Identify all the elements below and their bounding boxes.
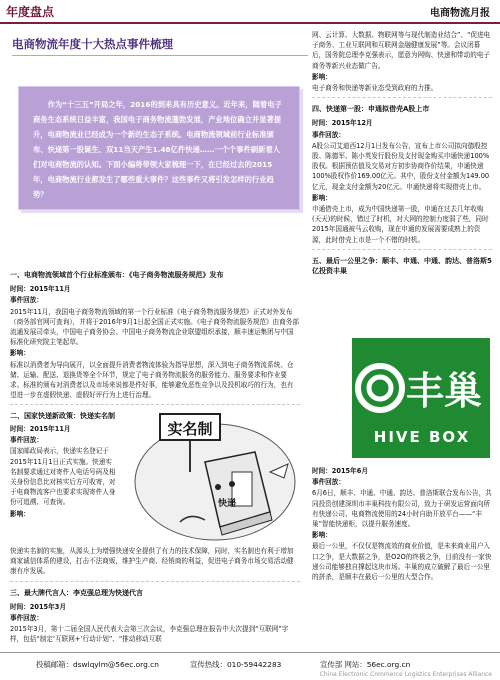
- s1-event-text: 2015年11月，我国电子商务物流领域的第一个行业标准《电子商务物流服务规范》正式对外发布（商务部官网可查询），并将于2016年9月1日起全国正式实施。《电子商务物流服务规范》由商务部流通发展司牵头，中国电子商务协会、中国电子商务物流企业联盟组织承接，顺丰速运集团与中国标准化研究院主笔起草。: [10, 307, 299, 347]
- s4-impact-label: 影响：: [312, 193, 332, 202]
- cartoon-sign-text: 实名制: [167, 420, 213, 438]
- section-2-heading: 二、国家快递新政策：快递实名制: [10, 412, 115, 421]
- s3-time-label: 时间：: [10, 602, 30, 611]
- s1-event-label: 事件回放：: [10, 296, 43, 305]
- s1-time-label: 时间：: [10, 285, 30, 294]
- s5-time-label: 时间：: [312, 467, 332, 475]
- hive-box-logo-image: [352, 338, 490, 458]
- section-2-impact: [10, 546, 300, 646]
- header-section-label: 年度盘点: [6, 5, 55, 19]
- page-header: [0, 0, 500, 24]
- section-divider: [312, 249, 492, 250]
- s4-time: 2015年12月: [331, 119, 373, 128]
- s5-impact-label: 影响：: [312, 531, 332, 540]
- right-column: [312, 30, 492, 280]
- s1-impact-text: 标准以消费者为导向展开，以全面提升消费者物流体验为指导思想，深入到电子商务物流系统、仓储、运输、配送、退换货等全个环节，规定了电子商务物流服务的服务能力、服务要求和作业要求。标准的颁布对消费者以及市场来说都是件好事，能够避免恶性竞争以及投机取巧的行为，也有望进一步在虚假快递、虚假好评行为上进行治理。: [10, 360, 294, 400]
- s4-impact-text: 申通借壳上市，成为中国快递第一股，申通在过去几年收购(天天)的时候，错过了时机，对大网的控制力度弱了些，同时2015年国通被马云收购，现在申通的发展需要成熟上的资源，此时借壳上市是一个不错的时机。: [312, 205, 489, 244]
- right-top-text: 网、云计算、大数据、物联网等与现代制造业结合”、“促进电子商务、工业互联网和互联网金融健康发展”等。会议闭幕后，国务院总理李克强表示，愿意为网购、快递和带动的电子商务等新兴业态做广告。: [312, 31, 491, 70]
- s2-impact-text: 快递实名制的实施，从源头上为增强快递安全提供了有力的技术保障，同时，实名制也有利于增加商家诚信体系的建设，打击不法商贩，维护生产商、经销商的利益，促进电子商务市场交易活动健康有序发展。: [10, 547, 294, 576]
- logo-sub-text: HIVE BOX: [373, 428, 471, 446]
- intro-box: [18, 86, 300, 210]
- section-divider: [312, 97, 492, 98]
- s5-event-text: 6月6日，顺丰、申通、中通、韵达、普洛斯联合发布公告，共同投资创建深圳市丰巢科技有限公司，致力于研发运营面向所有快递公司、电商物流使用的24小时自助开放平台——“丰巢”智能快递柜，以提升服务速度。: [312, 489, 492, 529]
- footer-watermark: China Electronic Commerce Logistics Enterprises Alliance: [319, 671, 492, 678]
- s1-impact-label: 影响：: [10, 349, 30, 358]
- page-footer: [0, 652, 500, 680]
- section-divider: [10, 581, 300, 582]
- hive-box-logo: [352, 338, 490, 458]
- s2-impact-label: 影响：: [10, 509, 30, 518]
- footer-tail: 宣传部 网站：56ec.org.cn: [320, 660, 411, 669]
- s5-event-label: 事件回放：: [312, 478, 345, 487]
- s1-time: 2015年11月: [29, 285, 71, 294]
- logo-brand-text: 丰巢: [405, 369, 483, 413]
- footer-phone: 宣传热线：010-59442283: [190, 660, 282, 669]
- intro-text: 作为“十三五”开局之年，2016的到来具有历史意义。近年来，随着电子商务生态系统日益丰富，我国电子商务物流蓬勃发展，产业地位确立并显著提升，电商物流业已经成为一个新的生态子系统。电商物流领域前行业标准颁布、快递第一股诞生、双11当天产生1.48亿件快递……一个个事件刷新着人们对电商物流的认知。下面小编将带领大家梳理一下，在已经过去的2015年，电商物流行业都发生了哪些重大事件？这些事件又将引发怎样的行业趋势？: [33, 100, 282, 199]
- s2-event-label: 事件回放：: [10, 436, 43, 445]
- article-title: 电商物流年度十大热点事件梳理: [12, 37, 173, 51]
- section-4-heading: 四、快递第一股：申通拟借壳A股上市: [312, 105, 430, 114]
- section-5-heading: 五、最后一公里之争：顺丰、申通、中通、韵达、普洛斯5亿投资丰巢: [312, 256, 492, 276]
- title-divider: [12, 55, 308, 56]
- s4-event-text: A股公司艾迪西12月1日发布公告，宣布上市公司拟向德殷控股、陈德军、陈小英发行股份及支付现金购买申通快递100%股权。根据预估值及交易对方初步协商作价结果，申通快递100%股权作价169.00亿元。其中，股份支付金额为149.00亿元，现金支付金额为20亿元。申通快递将实现借壳上市。: [312, 141, 490, 191]
- right-top-impact-label: 影响：: [312, 72, 332, 81]
- cartoon-box-label: 快递: [218, 499, 237, 509]
- footer-contact-email: 投稿邮箱：dswlqylm@56ec.org.cn: [36, 660, 159, 669]
- section-2-text-column: [10, 424, 118, 520]
- s4-time-label: 时间：: [312, 119, 332, 128]
- header-publication-name: 电商物流月报: [430, 8, 490, 19]
- section-1-heading: 一、电商物流领域首个行业标准颁布：《电子商务物流服务规范》发布: [10, 271, 224, 279]
- s3-event-text: 2015年3月，第十二届全国人民代表大会第三次会议，李克强总理在报告中大次提到“互联网”字样，包括“制定‘互联网+’行动计划”、“推动移动互联: [10, 625, 289, 644]
- s4-event-label: 事件回放：: [312, 130, 345, 139]
- s5-impact-text: 最后一公里，不仅仅是物流效的商业价值，是未来商业用户入口之争，是大数据之争，是O2O的终极之争，目前没有一家快递公司能够独自撑起这块市场。丰巢的成立破解了最后一公里的拼杀，是顺丰在最后一公里的大型合作。: [312, 542, 492, 582]
- s3-event-label: 事件回放：: [10, 614, 43, 623]
- s2-event-text: 国家邮政局表示，快递实名登记于2015年11月1日正式实施。快递实名制要求通过对寄件人电话号码及相关身份信息比对核实后方可收寄，对于电商物流客户也要求实现寄件人身份可追溯、可查询。: [10, 447, 116, 507]
- real-name-cartoon-illustration: [120, 402, 300, 547]
- s2-time-label: 时间：: [10, 425, 30, 433]
- s3-time: 2015年3月: [29, 602, 66, 611]
- section-5-text: [312, 466, 492, 583]
- s5-time: 2015年6月: [331, 467, 368, 475]
- s2-time: 2015年11月: [29, 425, 71, 433]
- section-3-heading: 三、最大牌代言人：李克强总理为快递代言: [10, 588, 143, 597]
- right-top-impact-text: 电子商务和快递等新业态受到政府的力推。: [312, 84, 438, 93]
